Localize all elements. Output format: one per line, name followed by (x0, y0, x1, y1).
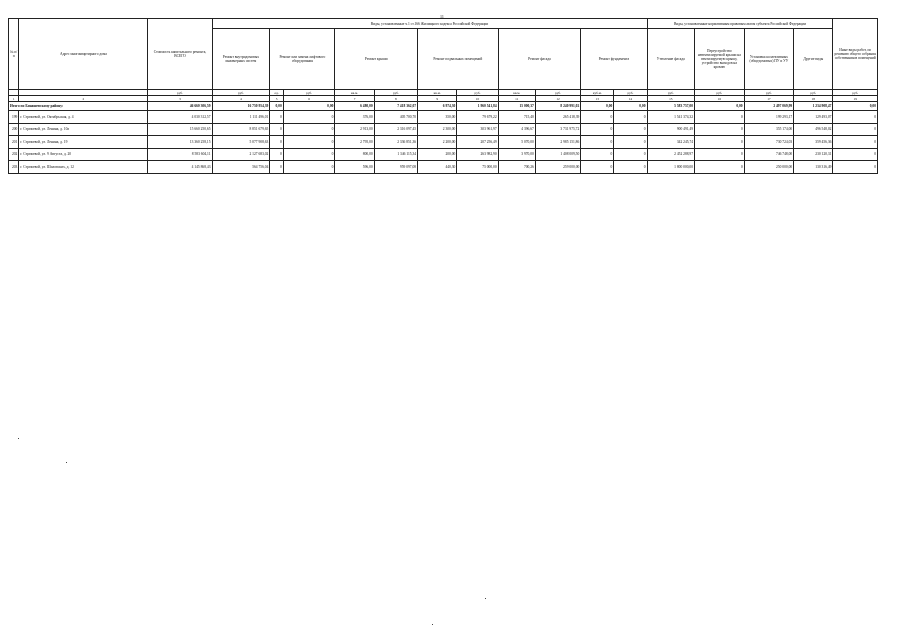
col-number: 6 (283, 96, 335, 102)
table-cell: 0 (614, 136, 647, 149)
table-cell: 265 418,39 (535, 111, 580, 124)
header-roof: Ремонт крыши (335, 29, 418, 90)
table-cell: 303 961,97 (457, 123, 498, 136)
table-cell: 8 240 991,02 (535, 102, 580, 111)
scan-speck (432, 624, 433, 625)
unit-cell: руб. (374, 90, 417, 96)
unit-cell: кв.м. (418, 90, 457, 96)
header-number: № п/п (9, 19, 19, 90)
table-cell: 3 731 975,72 (535, 123, 580, 136)
unit-cell: руб. (744, 90, 794, 96)
table-cell: 0 (614, 111, 647, 124)
table-cell: 730 724,03 (744, 136, 794, 149)
col-number: 2 (19, 96, 148, 102)
table-cell: 564 756,04 (212, 161, 270, 174)
table-cell: 5 077 908,63 (212, 136, 270, 149)
row-address: г. Стрежевой, ул. Шиловских, д. 12 (19, 161, 148, 174)
table-cell: 1 111 496,01 (212, 111, 270, 124)
table-cell: 0 (283, 148, 335, 161)
row-number: 199 (9, 111, 19, 124)
table-cell: 13 360 258,15 (148, 136, 212, 149)
table-cell: 0 (581, 136, 614, 149)
col-number: 4 (212, 96, 270, 102)
table-cell: 0 (833, 161, 878, 174)
table-cell: 0 (695, 123, 745, 136)
table-cell: 2 336 851,36 (374, 136, 417, 149)
unit-cell: руб. (614, 90, 647, 96)
table-cell: 959 097,08 (374, 161, 417, 174)
table-cell: 207 256,49 (457, 136, 498, 149)
header-foundation: Ремонт фундамента (581, 29, 647, 90)
col-number: 11 (498, 96, 535, 102)
table-cell: 5 070,00 (498, 136, 535, 149)
table-cell: 715,40 (498, 111, 535, 124)
table-cell: 0,00 (614, 102, 647, 111)
header-group-regional: Виды, установленные нормативным правовым актом субъекта Российской Федерации (647, 19, 833, 29)
row-number: 201 (9, 136, 19, 149)
table-cell: 2 913,00 (335, 123, 374, 136)
table-cell: 0 (614, 123, 647, 136)
total-row (9, 102, 878, 111)
table-cell: 0 (833, 148, 878, 161)
unit-cell: руб. (695, 90, 745, 96)
table-cell: 4 030 312,57 (148, 111, 212, 124)
unit-cell: руб. (535, 90, 580, 96)
table-row (9, 136, 878, 149)
row-address: г. Стрежевой, ул. Октябрьская, д. 4 (19, 111, 148, 124)
col-number: 3 (148, 96, 212, 102)
header-other-works: Иные виды работ, по решению общего собрания собственников помещений (833, 19, 878, 90)
header-total-cost: Стоимость капитального ремонта, ВСЕГО (148, 19, 212, 90)
table-cell: 0 (695, 161, 745, 174)
row-address: г. Стрежевой, ул. Ленина, д. 10а (19, 123, 148, 136)
header-basement: Ремонт подвальных помещений (418, 29, 499, 90)
table-cell: 0 (581, 111, 614, 124)
table-cell: 2 200,00 (418, 136, 457, 149)
table-cell: 0 (270, 111, 283, 124)
table-cell: 0 (833, 111, 878, 124)
table-cell: 0 (581, 123, 614, 136)
row-number: 200 (9, 123, 19, 136)
table-cell: 0 (283, 136, 335, 149)
unit-cell: руб. (833, 90, 878, 96)
table-row (9, 111, 878, 124)
scan-speck (66, 462, 67, 463)
table-cell: 15 000,37 (498, 102, 535, 111)
table-cell: 15 660 250,65 (148, 123, 212, 136)
col-number: 16 (695, 96, 745, 102)
table-cell: 0 (270, 148, 283, 161)
row-address: г. Стрежевой, ул. Ленина, д. 19 (19, 136, 148, 149)
table-cell: 0 (614, 161, 647, 174)
table-cell: 75 000,00 (457, 161, 498, 174)
table-cell: 1 541 374,32 (647, 111, 695, 124)
capital-repair-sheet (8, 18, 878, 174)
table-cell: 2 795,00 (335, 136, 374, 149)
table-row (9, 123, 878, 136)
col-number: 15 (647, 96, 695, 102)
table-cell: 0,00 (833, 102, 878, 111)
table-cell: 0 (283, 111, 335, 124)
table-cell: 0 (581, 161, 614, 174)
header-elevator: Ремонт или замена лифтового оборудования (270, 29, 335, 90)
col-number: 5 (270, 96, 283, 102)
row-number: 202 (9, 148, 19, 161)
table-cell: 3 970,00 (498, 148, 535, 161)
table-cell: 129 493,07 (794, 111, 833, 124)
table-cell: 250 000,00 (744, 161, 794, 174)
table-row (9, 148, 878, 161)
header-insulation: Утепление фасада (647, 29, 695, 90)
header-other: Другие виды (794, 29, 833, 90)
col-number: 10 (457, 96, 498, 102)
table-cell: 900 491,49 (647, 123, 695, 136)
row-number: 203 (9, 161, 19, 174)
row-address: г. Стрежевой, ул. 9 Августа, д. 20 (19, 148, 148, 161)
col-number: 1 (9, 96, 19, 102)
table-cell: 355 174,00 (744, 123, 794, 136)
repair-table (8, 18, 878, 174)
table-cell: 79 679,22 (457, 111, 498, 124)
table-cell: 0 (695, 148, 745, 161)
table-cell: 200,00 (418, 148, 457, 161)
unit-cell: руб. (647, 90, 695, 96)
col-number: 7 (335, 96, 374, 102)
table-cell: 0,00 (270, 102, 283, 111)
table-cell: 2 127 683,02 (212, 148, 270, 161)
table-cell: 2 316 097,45 (374, 123, 417, 136)
col-number: 9 (418, 96, 457, 102)
table-cell: 2 300,00 (418, 123, 457, 136)
col-number: 18 (794, 96, 833, 102)
unit-cell: куб.м. (581, 90, 614, 96)
header-meters: Установка коллективных (общедомовых) ПУ и УУ (744, 29, 794, 90)
table-cell: 0 (695, 111, 745, 124)
table-cell: 596,00 (335, 161, 374, 174)
unit-cell: руб. (794, 90, 833, 96)
table-cell: 0,00 (581, 102, 614, 111)
scan-speck (485, 598, 486, 599)
table-cell: 1 234 908,47 (794, 102, 833, 111)
col-number: 13 (581, 96, 614, 102)
table-cell: 4 145 868,43 (148, 161, 212, 174)
table-cell: 0 (270, 123, 283, 136)
table-cell: 0 (614, 148, 647, 161)
table-cell: 342 245,74 (647, 136, 695, 149)
table-cell: 1 960 541,84 (457, 102, 498, 111)
table-cell: 2 985 151,86 (535, 136, 580, 149)
table-cell: 746 748,00 (744, 148, 794, 161)
table-cell: 440,30 (418, 161, 457, 174)
page-number: 11 (440, 14, 444, 19)
table-cell: 1 800 000,00 (647, 161, 695, 174)
table-cell: 230 120,31 (794, 148, 833, 161)
table-cell: 0 (283, 161, 335, 174)
table-cell: 496 548,02 (794, 123, 833, 136)
table-cell: 350,00 (418, 111, 457, 124)
table-cell: 1 408 009,50 (535, 148, 580, 161)
col-number: 19 (833, 96, 878, 102)
header-facade: Ремонт фасада (498, 29, 581, 90)
table-cell: 6 480,00 (335, 102, 374, 111)
unit-cell: кв.м. (498, 90, 535, 96)
table-row (9, 161, 878, 174)
header-engineering: Ремонт внутридомовых инженерных систем (212, 29, 270, 90)
table-cell: 16 750 954,39 (212, 102, 270, 111)
table-cell: 0 (283, 123, 335, 136)
table-cell: 8 583 604,11 (148, 148, 212, 161)
table-cell: 359 456,36 (794, 136, 833, 149)
table-cell: 376,00 (335, 111, 374, 124)
table-cell: 0 (270, 161, 283, 174)
unit-cell: руб. (283, 90, 335, 96)
table-cell: 6 974,30 (418, 102, 457, 111)
table-cell: 1 346 115,34 (374, 148, 417, 161)
table-cell: 0,00 (695, 102, 745, 111)
table-cell: 7 418 362,07 (374, 102, 417, 111)
table-cell: 4 396,67 (498, 123, 535, 136)
table-cell: 2 497 069,99 (744, 102, 794, 111)
table-cell: 2 452 288,97 (647, 148, 695, 161)
col-number: 14 (614, 96, 647, 102)
table-cell: 46 660 306,59 (148, 102, 212, 111)
table-cell: 199 293,17 (744, 111, 794, 124)
table-cell: 0 (270, 136, 283, 149)
table-cell: 130 316,49 (794, 161, 833, 174)
table-cell: 700,26 (498, 161, 535, 174)
table-cell: 0 (833, 123, 878, 136)
total-label: Итого по Бонашевскому району: (9, 102, 148, 111)
header-group-federal: Виды, установленные ч.1 ст.166 Жилищного кодекса Российской Федерации (212, 19, 647, 29)
table-cell: 0 (581, 148, 614, 161)
header-address: Адрес многоквартирного дома (19, 19, 148, 90)
table-cell: 263 982,90 (457, 148, 498, 161)
table-cell: 8 851 679,65 (212, 123, 270, 136)
unit-cell: ед. (270, 90, 283, 96)
unit-cell: кв.м. (335, 90, 374, 96)
data-rows (9, 111, 878, 174)
table-cell: 800,00 (335, 148, 374, 161)
scan-speck (18, 438, 19, 439)
header-conversion: Переустройство невентилируемой крыши на вентилируемую крышу, устройство выходов на кровлю (695, 29, 745, 90)
table-cell: 0,00 (283, 102, 335, 111)
table-cell: 405 700,70 (374, 111, 417, 124)
table-cell: 5 583 757,00 (647, 102, 695, 111)
table-cell: 0 (695, 136, 745, 149)
unit-cell: руб. (212, 90, 270, 96)
table-cell: 0 (833, 136, 878, 149)
unit-cell: руб. (148, 90, 212, 96)
table-cell: 259 000,00 (535, 161, 580, 174)
col-number: 8 (374, 96, 417, 102)
unit-cell: руб. (457, 90, 498, 96)
col-number: 17 (744, 96, 794, 102)
col-number: 12 (535, 96, 580, 102)
